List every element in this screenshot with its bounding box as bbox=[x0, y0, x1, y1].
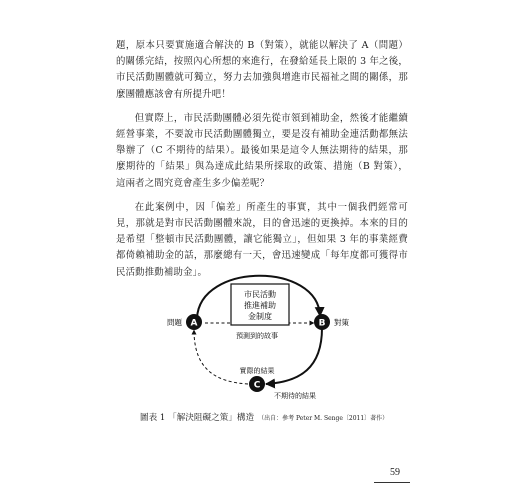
page-number: 59 bbox=[390, 467, 400, 478]
figure-caption bbox=[140, 411, 440, 423]
label-unexpected-result: 不期待的結果 bbox=[274, 392, 316, 400]
box-line-2: 推進補助 bbox=[244, 301, 276, 310]
caption-source: （出自：參考 Peter M. Senge〔2011〕著作） bbox=[258, 415, 389, 422]
node-c-letter: C bbox=[253, 380, 261, 391]
caption-title: 圖表 1 「解決阻礙之策」構造 bbox=[140, 413, 255, 423]
label-expected-story: 預測到的故事 bbox=[236, 332, 278, 340]
label-measure: 對策 bbox=[334, 318, 349, 327]
node-a-letter: A bbox=[190, 318, 198, 329]
paragraph-1: 題，原本只要實施適合解決的 B（對策），就能以解決了 A（問題）的關係完結，按照內心所想的來進行，在發給延長上限的 3 年之後，市民活動團體就可獨立，努力去加強與增進市民福祉之間的關係，那麼團體應該會有所提升吧！ bbox=[116, 40, 408, 100]
label-actual-result: 實際的結果 bbox=[239, 367, 275, 375]
box-line-3: 金制度 bbox=[248, 312, 272, 321]
paragraph-3: 在此案例中，因「偏差」所產生的事實，其中一個我們經常可見，那就是對市民活動團體來說，目的會迅速的更換掉。本來的目的是希望「整頓市民活動團體，讓它能獨立」，但如果 3 年的事業經費都倚賴補助金的話，那麼總有一天，會迅速變成「每年度都可獲得市民活動推動補助金」。 bbox=[116, 201, 408, 278]
label-problem: 問題 bbox=[167, 318, 182, 327]
page-number-rule bbox=[374, 482, 410, 483]
node-b-letter: B bbox=[318, 318, 326, 329]
box-line-1: 市民活動 bbox=[244, 290, 276, 299]
paragraph-2: 但實際上，市民活動團體必須先從市領到補助金，然後才能繼續經營事業，不要說市民活動團體獨立，要是沒有補助金連活動都無法舉辦了（C 不期待的結果）。最後如果是這令人無法期待的結果，那麼期待的「結果」與為達成此結果所採取的政策、措施（B 對策），這兩者之間究竟會產生多少偏差呢？ bbox=[116, 112, 408, 189]
